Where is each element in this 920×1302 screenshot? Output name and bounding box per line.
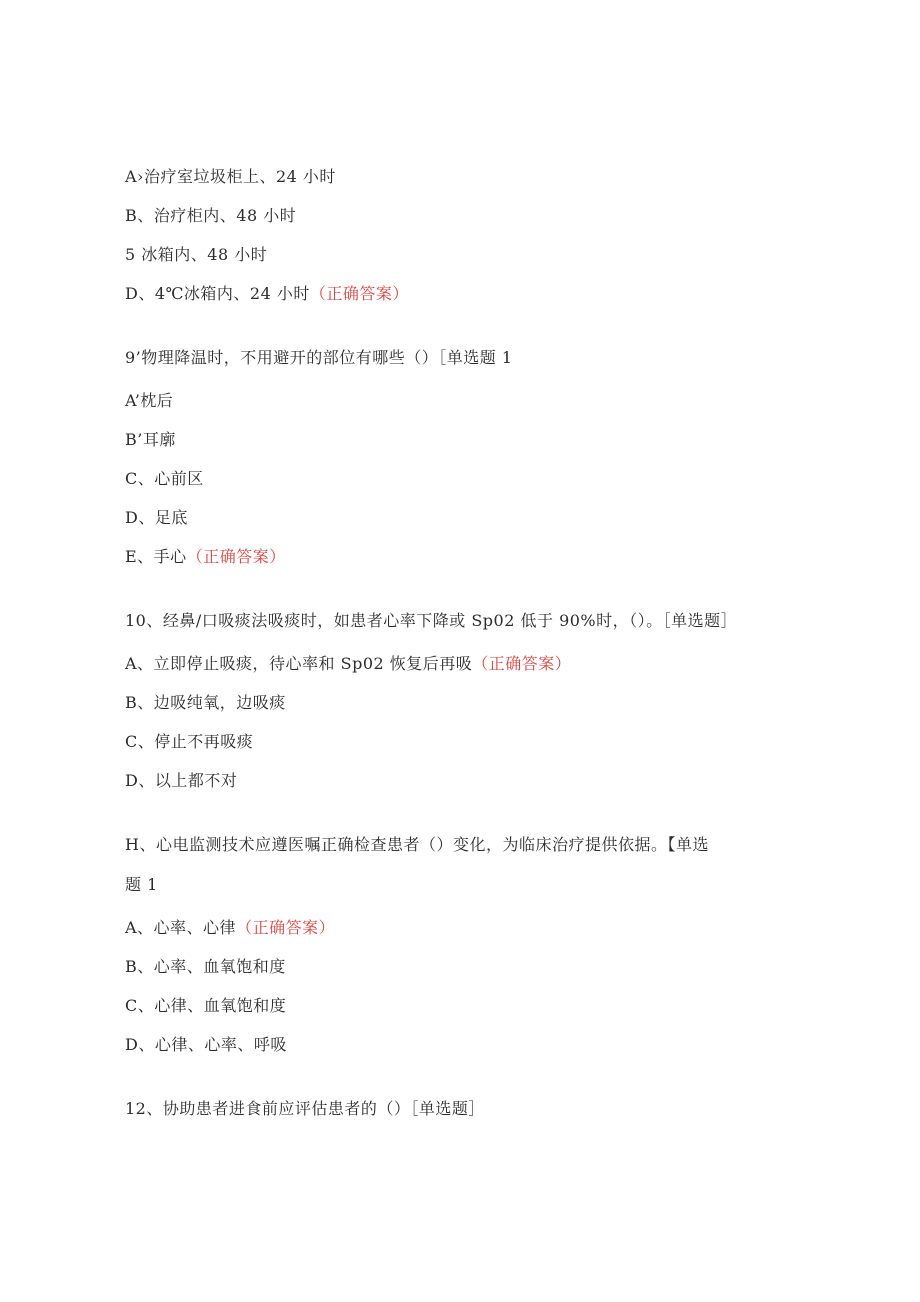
option-line — [125, 507, 188, 529]
line-text: 5 冰箱内、48 小时 — [125, 245, 268, 264]
option-line — [125, 653, 571, 675]
option-line — [125, 429, 176, 451]
line-text: 题 1 — [125, 875, 158, 894]
line-text: 9’物理降温时，不用避开的部位有哪些（）［单选题 1 — [125, 348, 513, 367]
line-text: B、心率、血氧饱和度 — [125, 957, 286, 976]
option-line — [125, 692, 286, 714]
option-line — [125, 390, 173, 412]
line-text: A’枕后 — [125, 391, 174, 410]
option-line — [125, 244, 267, 266]
line-text: H、心电监测技术应遵医嘱正确检查患者（）变化，为临床治疗提供依据。【单选 — [125, 835, 709, 854]
option-line — [125, 995, 286, 1017]
question-line — [125, 874, 158, 896]
line-text: D、心律、心率、呼吸 — [125, 1035, 287, 1054]
line-text: C、心前区 — [125, 469, 204, 488]
line-text: E、手心 — [125, 547, 187, 566]
option-line — [125, 917, 335, 939]
line-text: D、足底 — [125, 508, 188, 527]
correct-answer-tag: （正确答案） — [236, 918, 336, 937]
question-line — [125, 610, 737, 632]
line-text: C、心律、血氧饱和度 — [125, 996, 287, 1015]
line-text: 12、协助患者进食前应评估患者的（）［单选题］ — [125, 1099, 485, 1118]
line-text: D、以上都不对 — [125, 771, 238, 790]
option-line — [125, 956, 286, 978]
line-text: A›治疗室垃圾柜上、24 小时 — [125, 167, 336, 186]
line-text: D、4℃冰箱内、24 小时 — [125, 284, 310, 303]
option-line — [125, 546, 286, 568]
option-line — [125, 770, 237, 792]
line-text: A、心率、心律 — [125, 918, 237, 937]
correct-answer-tag: （正确答案） — [309, 284, 409, 303]
line-text: 10、经鼻/口吸痰法吸痰时，如患者心率下降或 Sp02 低于 90%时，（）。［单选题］ — [125, 611, 738, 630]
option-line — [125, 166, 336, 188]
line-text: C、停止不再吸痰 — [125, 732, 254, 751]
correct-answer-tag: （正确答案） — [186, 547, 286, 566]
option-line — [125, 468, 204, 490]
option-line — [125, 205, 296, 227]
line-text: B、边吸纯氧，边吸痰 — [125, 693, 286, 712]
option-line — [125, 283, 409, 305]
option-line — [125, 731, 253, 753]
line-text: B’耳廓 — [125, 430, 176, 449]
question-line — [125, 347, 513, 369]
line-text: A、立即停止吸痰，待心率和 Sp02 恢复后再吸 — [125, 654, 473, 673]
correct-answer-tag: （正确答案） — [472, 654, 572, 673]
question-line — [125, 834, 709, 856]
line-text: B、治疗柜内、48 小时 — [125, 206, 297, 225]
option-line — [125, 1034, 287, 1056]
question-line — [125, 1098, 485, 1120]
